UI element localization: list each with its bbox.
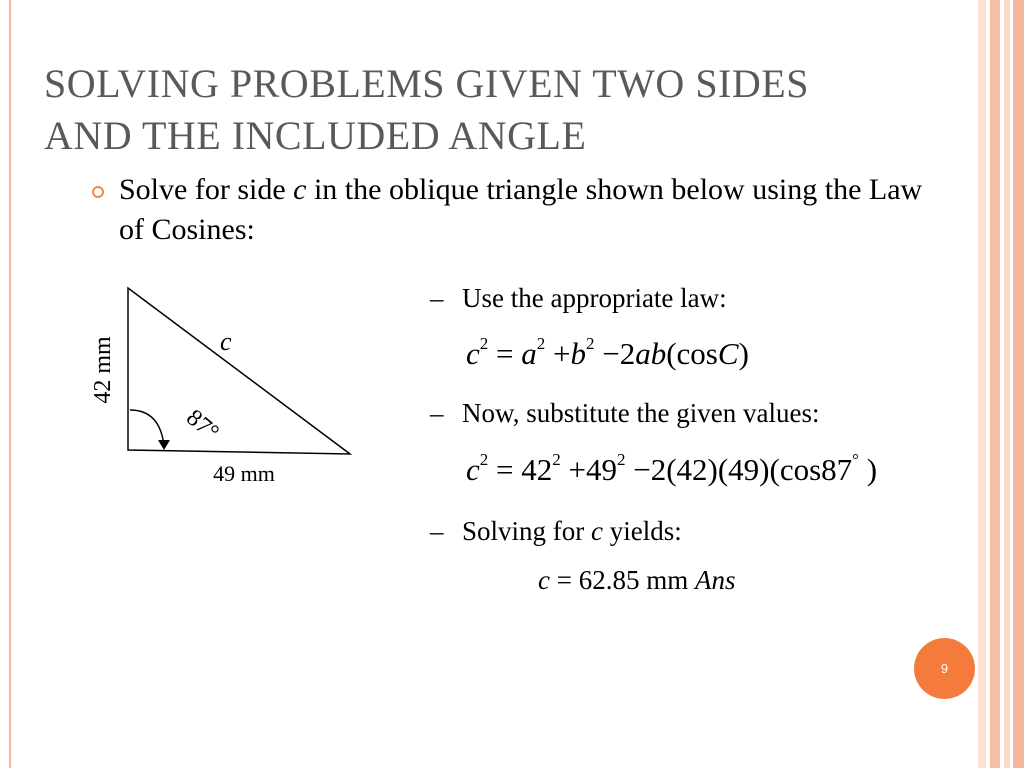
side-c-label: c bbox=[220, 327, 232, 356]
triangle-diagram bbox=[70, 270, 370, 500]
bullet-circle-icon bbox=[92, 186, 104, 198]
left-accent-rule bbox=[9, 0, 11, 768]
equation-substituted: $c^2 = 42^2 +49^2 -2(42)(49)(\cos 87^\circ$ ) bbox=[466, 449, 878, 487]
side-b-label: 49 mm bbox=[213, 461, 275, 486]
step-use-law: – Use the appropriate law: bbox=[430, 283, 727, 313]
step-solving: – Solving for c yields: bbox=[430, 516, 682, 546]
step-substitute: – Now, substitute the given values: bbox=[430, 398, 820, 428]
title-line-1: SOLVING PROBLEMS GIVEN TWO SIDES bbox=[44, 61, 809, 106]
answer-line: c = 62.85 mm Ans bbox=[538, 565, 736, 595]
equation-law-of-cosines: $c^2 = a^2 +b^2 -2ab(\cos C)$ bbox=[466, 333, 749, 371]
answer-label: Ans bbox=[694, 565, 736, 595]
right-accent-band bbox=[1013, 0, 1024, 768]
page-number: 9 bbox=[940, 661, 949, 676]
right-accent-band bbox=[978, 0, 986, 768]
triangle-shape bbox=[128, 288, 350, 454]
angle-label: 87° bbox=[181, 404, 224, 447]
slide-title bbox=[44, 58, 964, 162]
bullet-text: Solve for side c in the oblique triangle shown below using the Law of Cosines: bbox=[119, 173, 923, 246]
right-accent-band bbox=[1004, 0, 1010, 768]
variable-c: c bbox=[293, 173, 307, 206]
right-accent-band bbox=[990, 0, 1000, 768]
title-line-2: AND THE INCLUDED ANGLE bbox=[44, 113, 587, 158]
side-a-label: 42 mm bbox=[90, 336, 116, 404]
page-number-badge bbox=[914, 638, 975, 699]
angle-arrow-icon bbox=[158, 440, 170, 450]
